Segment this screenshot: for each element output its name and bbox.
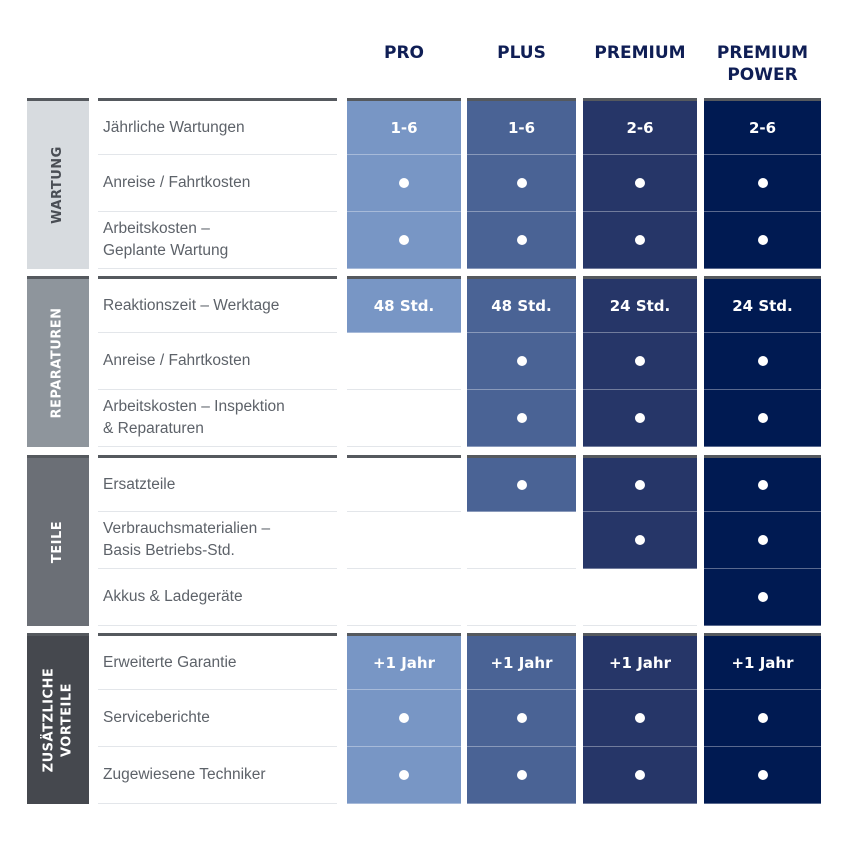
table-cell — [583, 747, 697, 804]
included-dot-icon — [399, 178, 409, 188]
table-cell — [704, 569, 821, 626]
table-cell — [347, 690, 461, 747]
row-label: Erweiterte Garantie — [98, 633, 337, 690]
column-header-pro: PRO — [383, 43, 424, 63]
table-cell — [467, 155, 576, 212]
table-cell — [467, 390, 576, 447]
cell-value: +1 Jahr — [490, 653, 553, 672]
cell-value: +1 Jahr — [608, 653, 671, 672]
included-dot-icon — [758, 535, 768, 545]
table-cell — [347, 155, 461, 212]
included-dot-icon — [517, 413, 527, 423]
included-dot-icon — [758, 178, 768, 188]
table-cell — [347, 390, 461, 447]
section-label-1 — [27, 276, 89, 447]
cell-value: 1-6 — [390, 118, 418, 137]
table-cell — [704, 212, 821, 269]
table-cell — [704, 155, 821, 212]
table-cell — [467, 212, 576, 269]
cell-value: 48 Std. — [491, 296, 552, 315]
included-dot-icon — [399, 713, 409, 723]
table-cell — [704, 455, 821, 512]
row-label: Arbeitskosten – Inspektion & Reparaturen — [98, 390, 337, 447]
row-label: Akkus & Ladegeräte — [98, 569, 337, 626]
included-dot-icon — [517, 480, 527, 490]
row-label: Ersatzteile — [98, 455, 337, 512]
table-cell — [467, 98, 576, 155]
table-cell — [704, 98, 821, 155]
table-cell — [704, 390, 821, 447]
table-cell — [704, 690, 821, 747]
table-cell — [467, 512, 576, 569]
row-label: Verbrauchsmaterialien – Basis Betriebs-Std. — [98, 512, 337, 569]
cell-value: 1-6 — [507, 118, 536, 137]
table-cell — [347, 98, 461, 155]
table-cell — [347, 512, 461, 569]
included-dot-icon — [635, 178, 645, 188]
table-cell — [583, 512, 697, 569]
column-header-premium-power: PREMIUM POWER — [716, 43, 809, 85]
row-label: Arbeitskosten – Geplante Wartung — [98, 212, 337, 269]
included-dot-icon — [399, 770, 409, 780]
included-dot-icon — [635, 413, 645, 423]
table-cell — [583, 155, 697, 212]
included-dot-icon — [758, 480, 768, 490]
table-cell — [704, 747, 821, 804]
table-cell — [467, 633, 576, 690]
table-cell — [583, 276, 697, 333]
table-cell — [467, 690, 576, 747]
table-cell — [583, 333, 697, 390]
row-label: Jährliche Wartungen — [98, 98, 337, 155]
section-label-3 — [27, 633, 89, 804]
table-cell — [467, 276, 576, 333]
table-cell — [583, 455, 697, 512]
table-cell — [704, 512, 821, 569]
section-title: ZUSÄTZLICHE VORTEILE — [41, 667, 74, 773]
table-cell — [583, 633, 697, 690]
included-dot-icon — [635, 770, 645, 780]
section-title: REPARATUREN — [50, 307, 66, 419]
table-cell — [347, 569, 461, 626]
included-dot-icon — [758, 592, 768, 602]
included-dot-icon — [758, 356, 768, 366]
table-cell — [347, 633, 461, 690]
included-dot-icon — [758, 413, 768, 423]
table-cell — [704, 333, 821, 390]
table-cell — [347, 747, 461, 804]
table-cell — [467, 747, 576, 804]
row-label: Zugewiesene Techniker — [98, 747, 337, 804]
cell-value: 48 Std. — [373, 296, 435, 315]
included-dot-icon — [517, 235, 527, 245]
included-dot-icon — [517, 356, 527, 366]
table-cell — [347, 276, 461, 333]
cell-value: +1 Jahr — [731, 653, 794, 672]
table-cell — [583, 569, 697, 626]
table-cell — [583, 390, 697, 447]
included-dot-icon — [517, 770, 527, 780]
column-header-premium: PREMIUM — [594, 43, 686, 63]
cell-value: 2-6 — [626, 118, 654, 137]
table-cell — [583, 212, 697, 269]
included-dot-icon — [758, 770, 768, 780]
row-label: Anreise / Fahrtkosten — [98, 333, 337, 390]
included-dot-icon — [635, 480, 645, 490]
cell-value: 2-6 — [748, 118, 777, 137]
included-dot-icon — [758, 713, 768, 723]
section-title: TEILE — [50, 520, 65, 564]
included-dot-icon — [635, 713, 645, 723]
table-cell — [583, 690, 697, 747]
included-dot-icon — [635, 356, 645, 366]
table-cell — [347, 455, 461, 512]
table-cell — [704, 633, 821, 690]
included-dot-icon — [635, 235, 645, 245]
section-label-2 — [27, 455, 89, 626]
included-dot-icon — [517, 713, 527, 723]
table-cell — [467, 569, 576, 626]
table-cell — [347, 333, 461, 390]
row-label: Anreise / Fahrtkosten — [98, 155, 337, 212]
included-dot-icon — [758, 235, 768, 245]
row-label: Serviceberichte — [98, 690, 337, 747]
included-dot-icon — [399, 235, 409, 245]
cell-value: 24 Std. — [609, 296, 671, 315]
included-dot-icon — [517, 178, 527, 188]
table-cell — [583, 98, 697, 155]
table-cell — [467, 455, 576, 512]
included-dot-icon — [635, 535, 645, 545]
section-label-0 — [27, 98, 89, 269]
table-cell — [467, 333, 576, 390]
table-cell — [704, 276, 821, 333]
section-title: WARTUNG — [50, 146, 65, 224]
cell-value: 24 Std. — [732, 296, 793, 315]
cell-value: +1 Jahr — [372, 653, 435, 672]
row-label: Reaktionszeit – Werktage — [98, 276, 337, 333]
column-header-plus: PLUS — [497, 43, 546, 63]
table-cell — [347, 212, 461, 269]
